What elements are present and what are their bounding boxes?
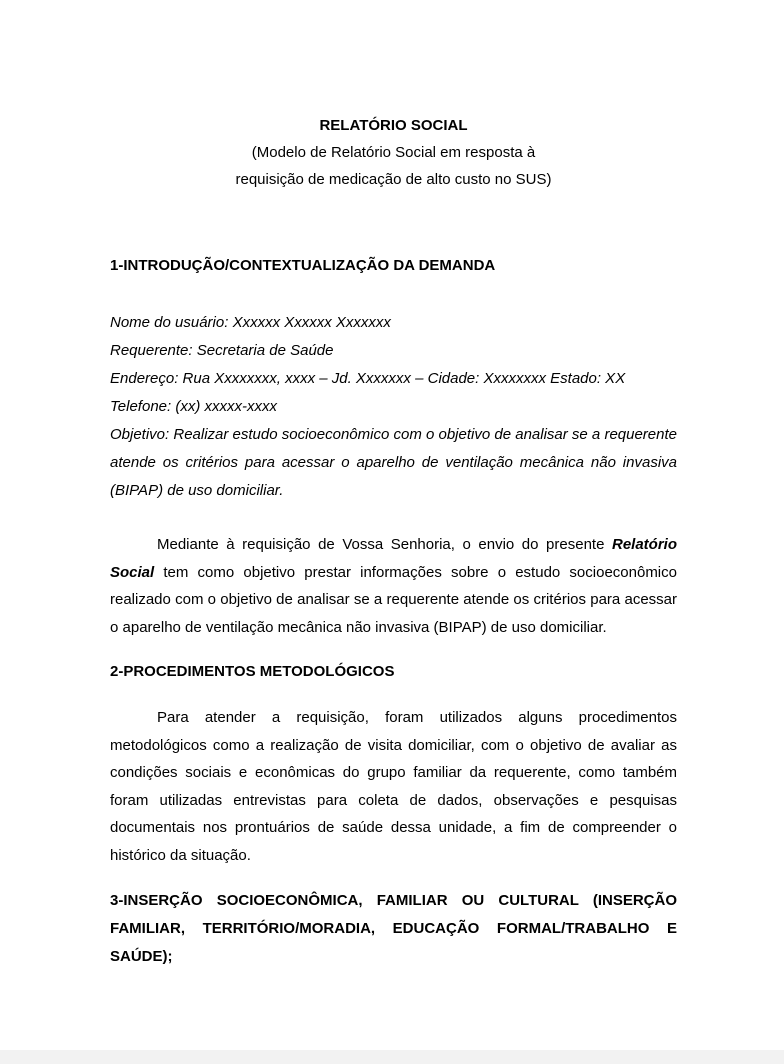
address: Endereço: Rua Xxxxxxxx, xxxx – Jd. Xxxxxxx – Cidade: Xxxxxxxx Estado: XX <box>110 370 626 387</box>
document-subtitle-line2: requisição de medicação de alto custo no SUS) <box>235 171 552 188</box>
section3-heading: 3-INSERÇÃO SOCIOECONÔMICA, FAMILIAR OU CULTURAL (INSERÇÃO FAMILIAR, TERRITÓRIO/MORADIA, EDUCAÇÃO FORMAL/TRABALHO E SAÚDE); <box>110 892 677 965</box>
phone: Telefone: (xx) xxxxx-xxxx <box>110 398 277 415</box>
paragraph-introduction-end: tem como objetivo prestar informações sobre o estudo socioeconômico realizado com o objetivo de analisar se a requerente atende os critérios para acessar o aparelho de ventilação mecânica não invasiva (BIPAP) de uso domiciliar. <box>110 563 677 636</box>
requester: Requerente: Secretaria de Saúde <box>110 342 334 359</box>
title-block <box>110 112 677 193</box>
section1-heading: 1-INTRODUÇÃO/CONTEXTUALIZAÇÃO DA DEMANDA <box>110 257 496 274</box>
section2-heading: 2-PROCEDIMENTOS METODOLÓGICOS <box>110 663 395 680</box>
user-info-block <box>110 309 677 505</box>
document-content <box>110 112 677 971</box>
paragraph-methodology: Para atender a requisição, foram utilizados alguns procedimentos metodológicos como a realização de visita domiciliar, com o objetivo de avaliar as condições sociais e econômicas do grupo familiar da requerente, como também foram utilizadas entrevistas para coleta de dados, observações e pesquisas documentais nos prontuários de saúde dessa unidade, a fim de compreender o histórico da situação. <box>110 709 677 864</box>
paragraph-introduction-emphasis: Relatório Social <box>110 536 677 581</box>
document-title: RELATÓRIO SOCIAL <box>319 117 468 134</box>
paragraph-introduction <box>110 531 677 641</box>
paragraph-introduction-start: Mediante à requisição de Vossa Senhoria, o envio do presente <box>157 536 612 553</box>
objective: Objetivo: Realizar estudo socioeconômico com o objetivo de analisar se a requerente atende os critérios para acessar o aparelho de ventilação mecânica não invasiva (BIPAP) de uso domiciliar. <box>110 426 677 499</box>
document-subtitle-line1: (Modelo de Relatório Social em resposta à <box>251 144 536 161</box>
page-bottom-edge <box>0 1050 784 1064</box>
user-name: Nome do usuário: Xxxxxx Xxxxxx Xxxxxxx <box>110 314 391 331</box>
